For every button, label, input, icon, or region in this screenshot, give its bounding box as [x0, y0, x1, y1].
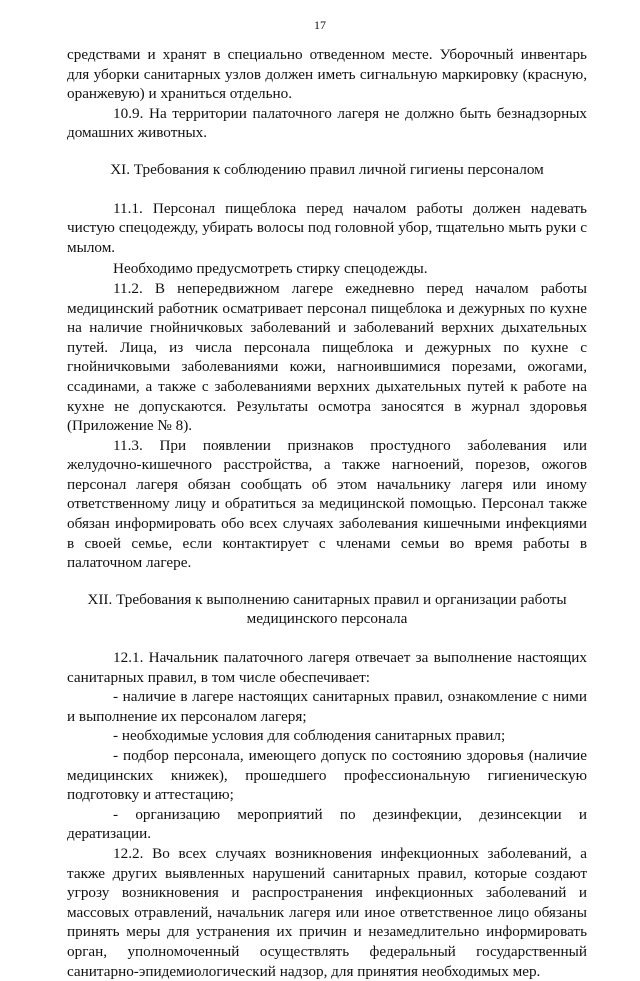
paragraph-11-1-b: Необходимо предусмотреть стирку спецодежды. — [113, 260, 428, 278]
paragraph-12-1: 12.1. Начальник палаточного лагеря отвечает за выполнение настоящих санитарных правил, в том числе обеспечивает: — [67, 649, 587, 686]
document-body — [67, 45, 587, 981]
paragraph-10-9: 10.9. На территории палаточного лагеря не должно быть безнадзорных домашних животных. — [67, 104, 587, 142]
page-number: 17 — [314, 18, 326, 32]
section-heading-xi: XI. Требования к соблюдению правил личной гигиены персоналом — [110, 160, 544, 178]
list-item-12-1-b: - необходимые условия для соблюдения санитарных правил; — [113, 727, 506, 745]
paragraph-11-1: 11.1. Персонал пищеблока перед началом работы должен надевать чистую спецодежду, убирать волосы под головной убор, тщательно мыть руки с мылом. — [67, 199, 587, 256]
paragraph-11-3: 11.3. При появлении признаков простудного заболевания или желудочно-кишечного расстройства, а также нагноений, порезов, ожогов персонал лагеря обязан сообщать об этом начальнику лагеря или иному ответственному лицу и обратиться за медицинской помощью. Персонал также обязан информировать обо всех случаях заболевания кишечными инфекциями в своей семье, если контактирует с членами семьи во время работы в палаточном лагере. — [67, 436, 587, 572]
list-item-12-1-c: - подбор персонала, имеющего допуск по состоянию здоровья (наличие медицинских книжек), прошедшего профессиональную гигиеническую подготовку и аттестацию; — [67, 747, 587, 804]
list-item-12-1-a: - наличие в лагере настоящих санитарных правил, ознакомление с ними и выполнение их персоналом лагеря; — [67, 688, 587, 725]
section-heading-xii-line2: медицинского персонала — [246, 610, 408, 628]
list-item-12-1-d: - организацию мероприятий по дезинфекции, дезинсекции и дератизации. — [67, 805, 587, 843]
section-heading-xii — [67, 590, 587, 629]
paragraph-continuation: средствами и хранят в специально отведенном месте. Уборочный инвентарь для уборки санитарных узлов должен иметь сигнальную маркировку (красную, оранжевую) и храниться отдельно. — [67, 46, 587, 103]
paragraph-11-2: 11.2. В непередвижном лагере ежедневно перед началом работы медицинский работник осматривает персонал пищеблока и дежурных по кухне на наличие гнойничковых заболеваний и заболеваний верхних дыхательных путей. Лица, из числа персонала пищеблока и дежурных по кухне с гнойничковыми заболеваниями кожи, нагноившимися порезами, ожогами, ссадинами, а также с заболеваниями верхних дыхательных путей к работе на кухне не допускаются. Результаты осмотра заносятся в журнал здоровья (Приложение № 8). — [67, 279, 587, 435]
paragraph-12-2: 12.2. Во всех случаях возникновения инфекционных заболеваний, а также других выявленных нарушений санитарных правил, которые создают угрозу возникновения и распространения инфекционных заболеваний и массовых отравлений, начальник лагеря или иное ответственное лицо обязаны принять меры для устранения их причин и незамедлительно информировать орган, уполномоченный осуществлять федеральный государственный санитарно-эпидемиологический надзор, для принятия необходимых мер. — [67, 844, 587, 980]
section-heading-xii-line1: XII. Требования к выполнению санитарных правил и организации работы — [87, 590, 567, 608]
